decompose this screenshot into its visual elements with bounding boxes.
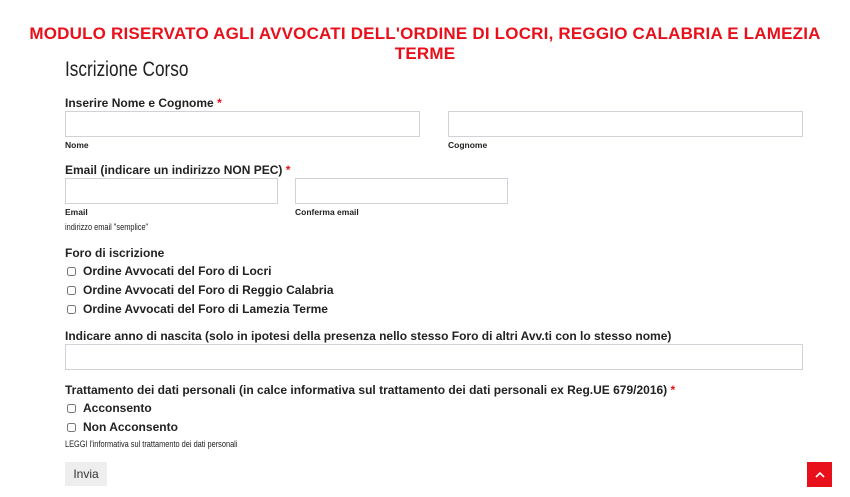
name-label <box>65 96 222 110</box>
birth-year-label: Indicare anno di nascita (solo in ipotesi della presenza nello stesso Foro di altri Avv.ti con lo stesso nome) <box>65 329 672 343</box>
privacy-label <box>65 383 675 397</box>
privacy-consent-option[interactable] <box>67 401 152 415</box>
required-marker: * <box>670 383 676 397</box>
confirm-email-input[interactable] <box>295 178 508 204</box>
email-sublabel: Email <box>65 207 88 217</box>
email-label-text: Email (indicare un indirizzo NON PEC) <box>65 163 283 177</box>
birth-year-input[interactable] <box>65 344 803 370</box>
privacy-option-label: Acconsento <box>83 401 152 415</box>
privacy-info-link[interactable]: LEGGI l'informativa sul trattamento dei dati personali <box>65 439 238 449</box>
consent-checkbox[interactable] <box>67 404 76 413</box>
chevron-up-icon <box>815 471 825 478</box>
first-name-sublabel: Nome <box>65 140 89 150</box>
scroll-to-top-button[interactable] <box>807 462 832 487</box>
name-label-text: Inserire Nome e Cognome <box>65 96 214 110</box>
email-note: indirizzo email "semplice" <box>65 222 149 232</box>
foro-locri-checkbox[interactable] <box>67 267 76 276</box>
required-marker: * <box>217 96 222 110</box>
foro-option-reggio[interactable] <box>67 283 334 297</box>
foro-option-lamezia[interactable] <box>67 302 328 316</box>
foro-option-label: Ordine Avvocati del Foro di Locri <box>83 264 272 278</box>
foro-option-label: Ordine Avvocati del Foro di Reggio Calabria <box>83 283 334 297</box>
no-consent-checkbox[interactable] <box>67 423 76 432</box>
foro-label: Foro di iscrizione <box>65 246 165 260</box>
email-input[interactable] <box>65 178 278 204</box>
privacy-label-text: Trattamento dei dati personali (in calce informativa sul trattamento dei dati personali ex Reg.UE 679/2016) <box>65 383 668 397</box>
submit-button[interactable]: Invia <box>65 462 107 486</box>
foro-reggio-checkbox[interactable] <box>67 286 76 295</box>
foro-lamezia-checkbox[interactable] <box>67 305 76 314</box>
foro-option-label: Ordine Avvocati del Foro di Lamezia Terme <box>83 302 328 316</box>
first-name-input[interactable] <box>65 111 420 137</box>
email-label <box>65 163 290 177</box>
last-name-sublabel: Cognome <box>448 140 488 150</box>
privacy-no-consent-option[interactable] <box>67 420 178 434</box>
page-title: Iscrizione Corso <box>65 58 189 81</box>
last-name-input[interactable] <box>448 111 803 137</box>
reserved-banner: MODULO RISERVATO AGLI AVVOCATI DELL'ORDINE DI LOCRI, REGGIO CALABRIA E LAMEZIA TERME <box>29 24 821 63</box>
foro-option-locri[interactable] <box>67 264 271 278</box>
confirm-email-sublabel: Conferma email <box>295 207 359 217</box>
privacy-option-label: Non Acconsento <box>83 420 178 434</box>
required-marker: * <box>285 163 291 177</box>
